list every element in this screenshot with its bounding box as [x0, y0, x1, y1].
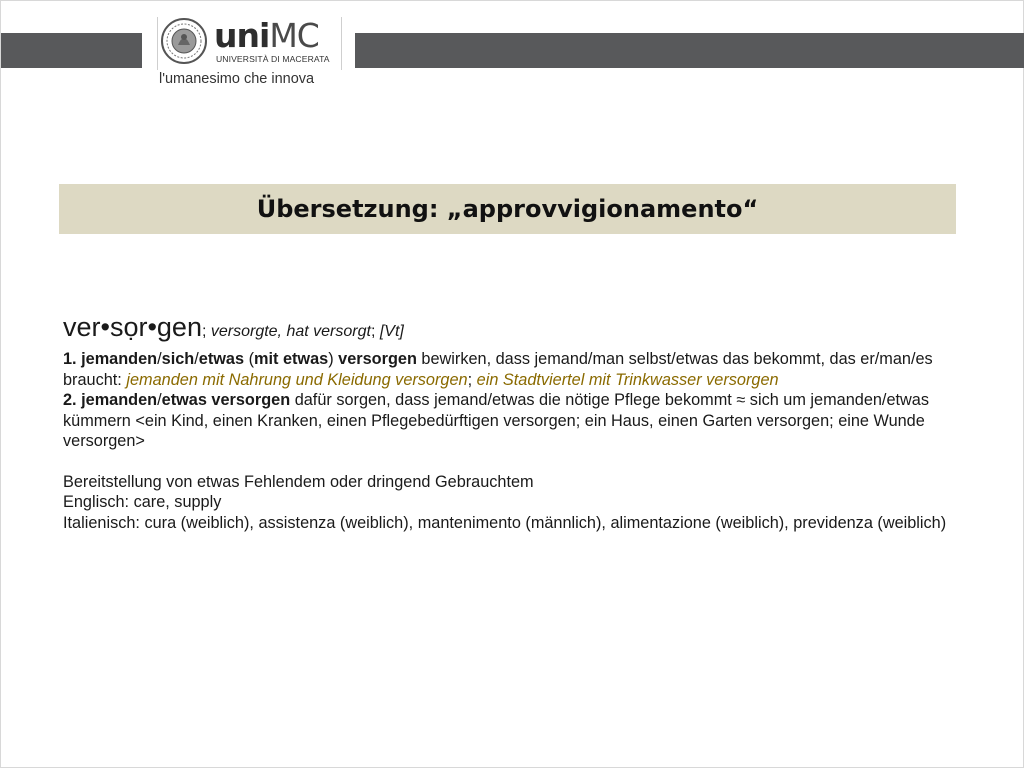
logo-tagline: l'umanesimo che innova: [159, 71, 315, 87]
sense-1-definition: bewirken, dass jemand/man selbst/etwas das bekommt, das er/man/es braucht:: [63, 350, 933, 389]
university-seal-icon: [160, 17, 208, 65]
header-bar-right: [355, 33, 1024, 68]
university-logo: [157, 17, 342, 70]
logo-wordmark: uniMC: [214, 16, 319, 55]
example-2: ein Stadtviertel mit Trinkwasser versorgen: [476, 370, 779, 389]
header-bar-left: [1, 33, 142, 68]
note-definition: Bereitstellung von etwas Fehlendem oder dringend Gebrauchtem: [63, 472, 534, 491]
example-1: jemanden mit Nahrung und Kleidung versorgen: [126, 370, 468, 389]
entry-category: [Vt]: [379, 323, 404, 340]
entry-forms: versorgte, hat versorgt: [210, 323, 371, 340]
entry-sense-2: 2. jemanden/etwas versorgen dafür sorgen, dass jemand/etwas die nötige Pflege bekommt ≈ sich um jemanden/etwas kümmern <ein Kind, einen Kranken, einen Pflegebedürftigen versorgen; ein Haus, einen Garten versorgen; eine Wunde versorgen>: [63, 391, 929, 450]
entry-headline: ver•sọr•gen; versorgte, hat versorgt; [Vt]: [63, 312, 404, 342]
note-english: Englisch: care, supply: [63, 493, 222, 511]
sense-2-definition: dafür sorgen, dass jemand/etwas die nötige Pflege bekommt ≈ sich um jemanden/etwas kümmern <ein Kind, einen Kranken, einen Pflegebedürftigen versorgen; ein Haus, einen Garten versorgen; eine Wunde versorgen>: [63, 391, 929, 450]
entry-sense-1: 1. jemanden/sich/etwas (mit etwas) versorgen bewirken, dass jemand/man selbst/etwas das bekommt, das er/man/es braucht: jemanden mit Nahrung und Kleidung versorgen; ein Stadtviertel mit Trinkwasser versorgen: [63, 350, 933, 389]
note-italian: Italienisch: cura (weiblich), assistenza (weiblich), mantenimento (männlich), alimentazione (weiblich), previdenza (weiblich): [63, 513, 947, 532]
title-box: [59, 184, 956, 234]
dictionary-entry: [63, 310, 963, 533]
spacer: [63, 452, 963, 472]
logo-subtitle: UNIVERSITÀ DI MACERATA: [216, 54, 330, 64]
slide-title: Übersetzung: „approvvigionamento“: [256, 195, 759, 223]
entry-headword: ver•sọr•gen: [63, 312, 202, 342]
